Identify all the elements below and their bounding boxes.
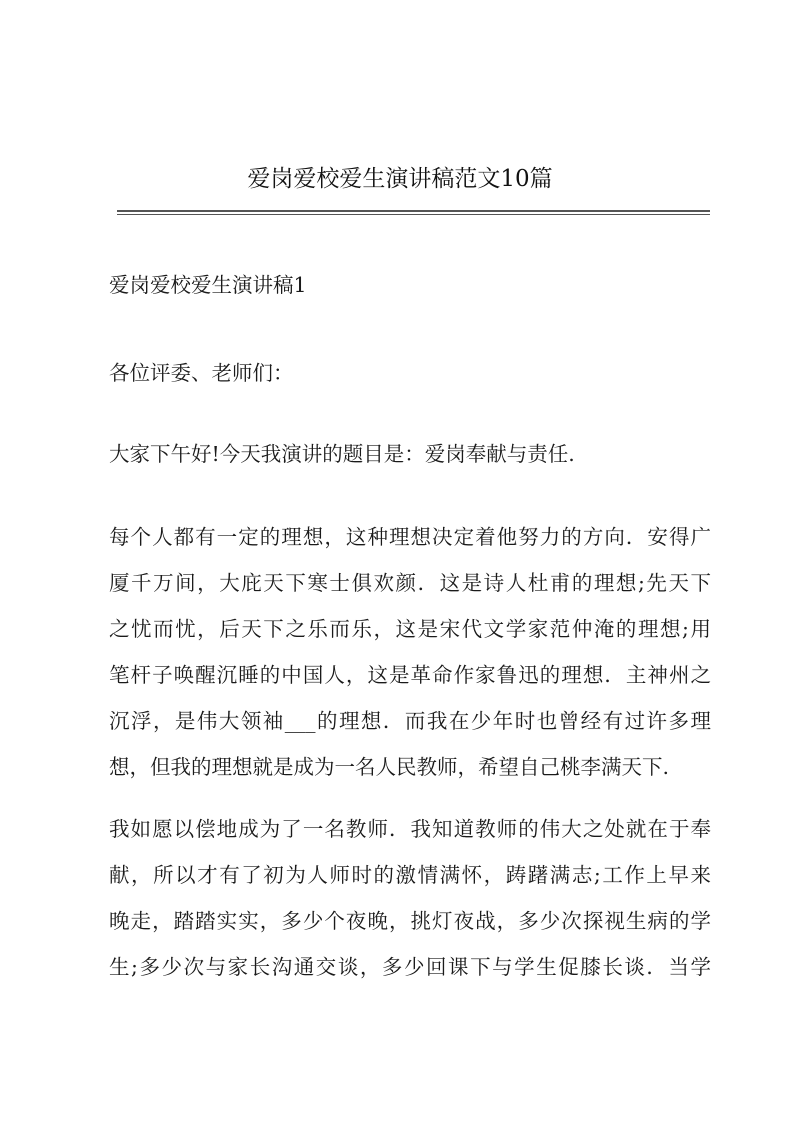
paragraph-2-line: 晚走，踏踏实实，多少个夜晚，挑灯夜战，多少次探视生病的学 [109, 909, 711, 933]
salutation-text: 各位评委、老师们： [109, 361, 294, 385]
section-heading-text: 爱岗爱校爱生演讲稿1 [109, 273, 307, 297]
paragraph-2 [109, 806, 711, 990]
greeting-text: 大家下午好!今天我演讲的题目是：爱岗奉献与责任. [109, 442, 575, 466]
paragraph-1-line: 之忧而忧，后天下之乐而乐，这是宋代文学家范仲淹的理想;用 [109, 617, 711, 641]
greeting [109, 431, 711, 477]
paragraph-1-line: 笔杆子唤醒沉睡的中国人，这是革命作家鲁迅的理想．主神州之 [109, 663, 711, 687]
paragraph-2-line: 生;多少次与家长沟通交谈，多少回课下与学生促膝长谈．当学 [109, 955, 711, 979]
title-underline-thick [117, 210, 710, 212]
paragraph-2-line: 献，所以才有了初为人师时的激情满怀，踌躇满志;工作上早来 [109, 863, 711, 887]
paragraph-1-line: 每个人都有一定的理想，这种理想决定着他努力的方向．安得广 [109, 525, 711, 549]
paragraph-1-line: 厦千万间，大庇天下寒士俱欢颜．这是诗人杜甫的理想;先天下 [109, 571, 711, 595]
paragraph-1-line: 想，但我的理想就是成为一名人民教师，希望自己桃李满天下. [109, 755, 670, 779]
paragraph-1-line: 沉浮，是伟大领袖___的理想．而我在少年时也曾经有过许多理 [109, 709, 711, 733]
paragraph-2-line: 我如愿以偿地成为了一名教师．我知道教师的伟大之处就在于奉 [109, 817, 711, 841]
title-underline-thin [117, 214, 710, 215]
document-title: 爱岗爱校爱生演讲稿范文10篇 [247, 166, 553, 192]
paragraph-1 [109, 514, 711, 790]
section-heading [109, 262, 711, 308]
salutation [109, 350, 711, 396]
